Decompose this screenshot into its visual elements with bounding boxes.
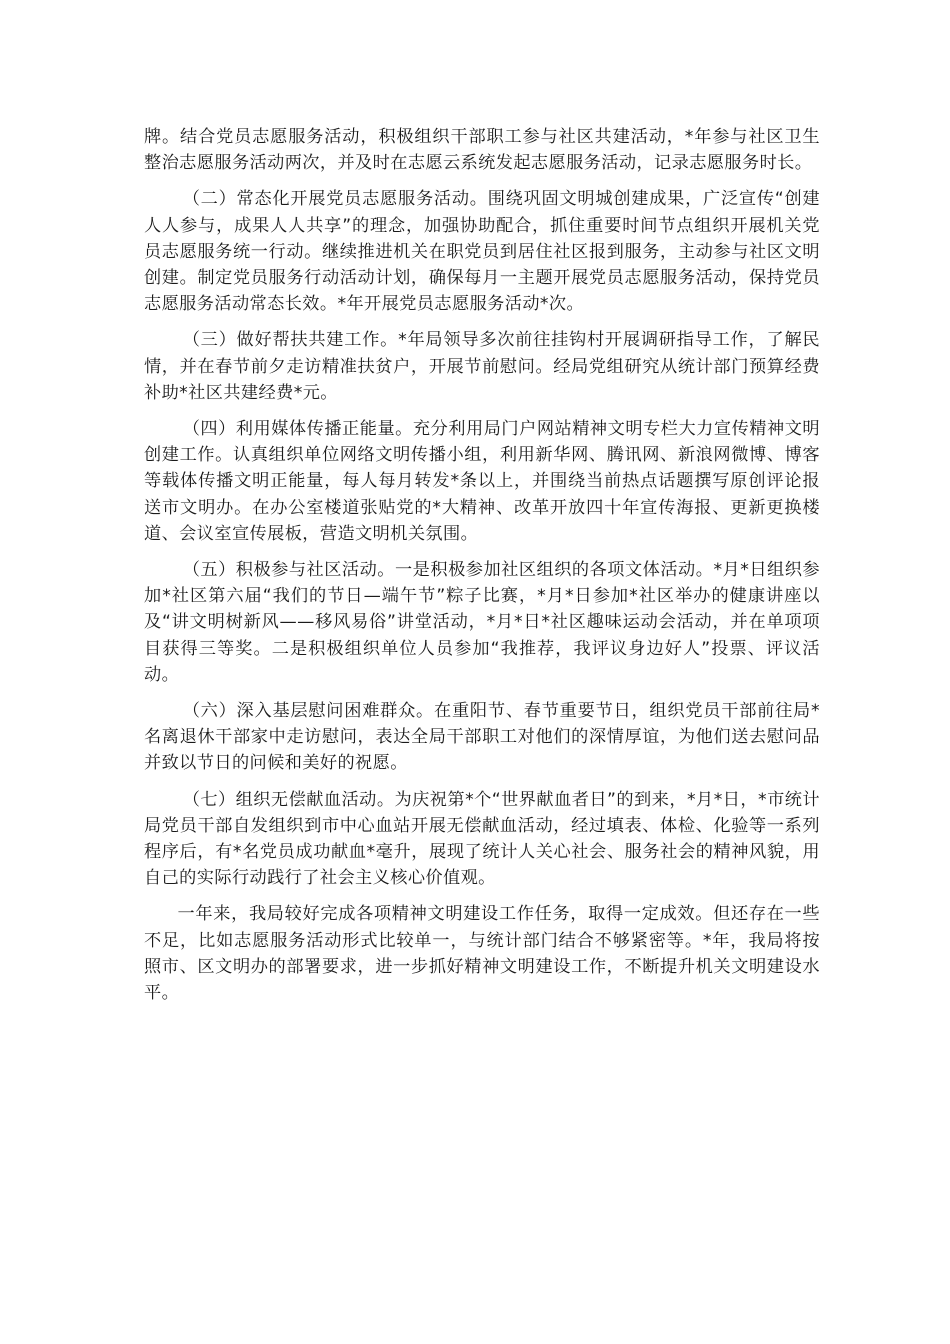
paragraph-section-5: （五）积极参与社区活动。一是积极参加社区组织的各项文体活动。*月*日组织参加*社区第六届“我们的节日—端午节”粽子比赛，*月*日参加*社区举办的健康讲座以及“讲文明树新风——移风易俗”讲堂活动，*月*日*社区趣味运动会活动，并在单项项目获得三等奖。二是积极组织单位人员参加“我推荐，我评议身边好人”投票、评议活动。 [144, 560, 820, 685]
paragraph-volunteer-continuation: 牌。结合党员志愿服务活动，积极组织干部职工参与社区共建活动，*年参与社区卫生整治志愿服务活动两次，并及时在志愿云系统发起志愿服务活动，记录志愿服务时长。 [144, 127, 820, 174]
paragraph-section-6: （六）深入基层慰问困难群众。在重阳节、春节重要节日，组织党员干部前往局*名离退休干部家中走访慰问，表达全局干部职工对他们的深情厚谊，为他们送去慰问品并致以节日的问候和美好的祝愿。 [144, 701, 820, 774]
paragraph-section-2: （二）常态化开展党员志愿服务活动。围绕巩固文明城创建成果，广泛宣传“创建人人参与，成果人人共享”的理念，加强协助配合，抓住重要时间节点组织开展机关党员志愿服务统一行动。继续推进机关在职党员到居住社区报到服务，主动参与社区文明创建。制定党员服务行动活动计划，确保每月一主题开展党员志愿服务活动，保持党员志愿服务活动常态长效。*年开展党员志愿服务活动*次。 [144, 189, 820, 315]
paragraph-section-7: （七）组织无偿献血活动。为庆祝第*个“世界献血者日”的到来，*月*日，*市统计局党员干部自发组织到市中心血站开展无偿献血活动，经过填表、体检、化验等一系列程序后，有*名党员成功献血*毫升，展现了统计人关心社会、服务社会的精神风貌，用自己的实际行动践行了社会主义核心价值观。 [144, 789, 820, 889]
document-page [144, 124, 820, 1016]
paragraph-section-3: （三）做好帮扶共建工作。*年局领导多次前往挂钩村开展调研指导工作，了解民情，并在春节前夕走访精准扶贫户，开展节前慰问。经局党组研究从统计部门预算经费补助*社区共建经费*元。 [144, 330, 820, 403]
paragraph-section-4: （四）利用媒体传播正能量。充分利用局门户网站精神文明专栏大力宣传精神文明创建工作。认真组织单位网络文明传播小组，利用新华网、腾讯网、新浪网微博、博客等载体传播文明正能量，每人每月转发*条以上，并围绕当前热点话题撰写原创评论报送市文明办。在办公室楼道张贴党的*大精神、改革开放四十年宣传海报、更新更换楼道、会议室宣传展板，营造文明机关氛围。 [144, 419, 820, 544]
paragraph-summary: 一年来，我局较好完成各项精神文明建设工作任务，取得一定成效。但还存在一些不足，比如志愿服务活动形式比较单一，与统计部门结合不够紧密等。*年，我局将按照市、区文明办的部署要求，进一步抓好精神文明建设工作，不断提升机关文明建设水平。 [144, 904, 820, 1004]
